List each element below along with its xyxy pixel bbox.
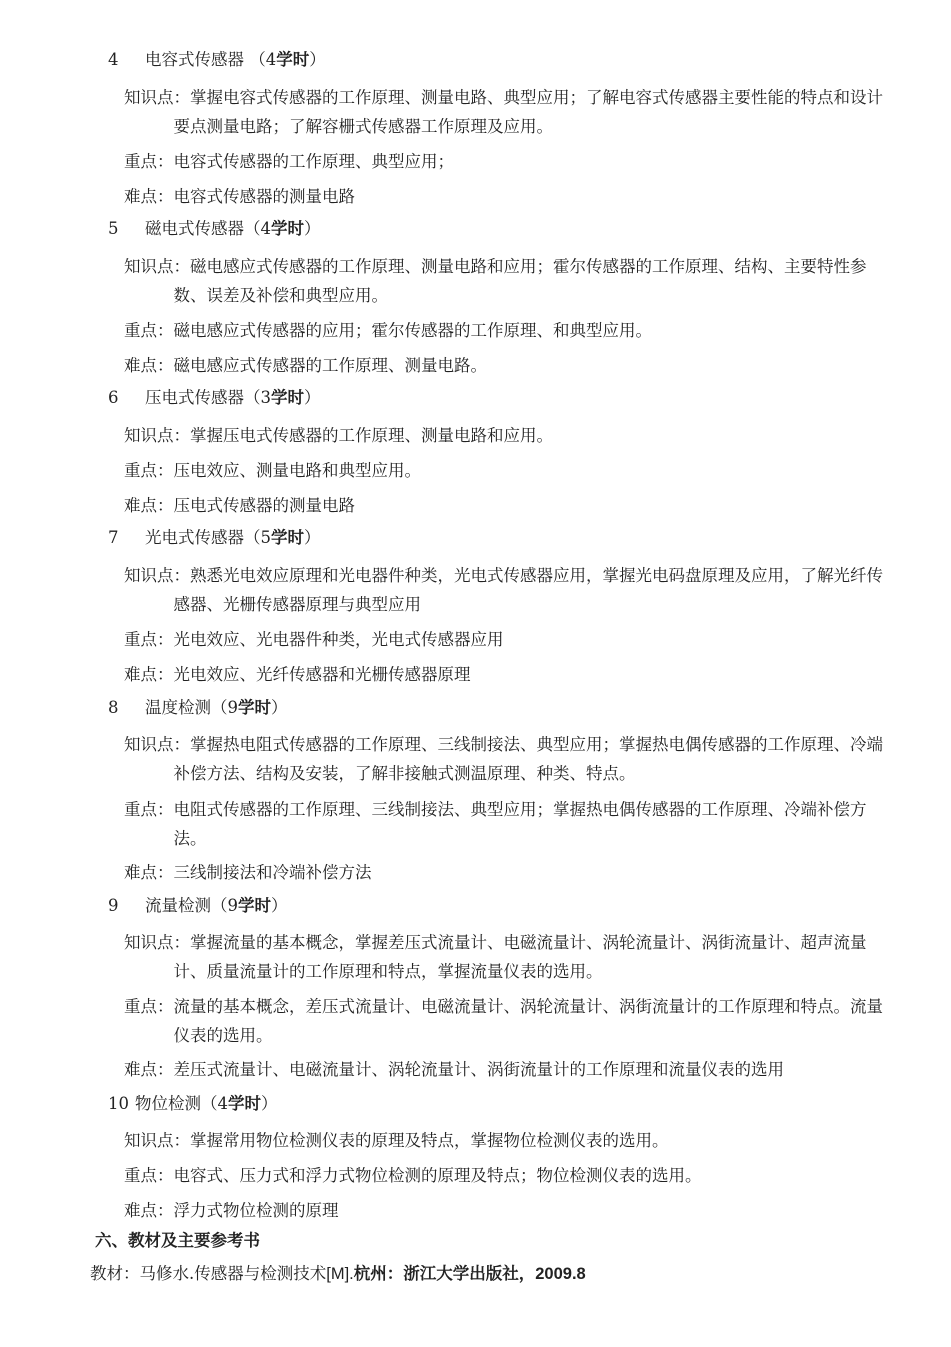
section-6-key: 重点：压电效应、测量电路和典型应用。 (124, 461, 421, 480)
section-7-difficult: 难点：光电效应、光纤传感器和光栅传感器原理 (124, 665, 471, 684)
section-9-difficult: 难点：差压式流量计、电磁流量计、涡轮流量计、涡街流量计的工作原理和流量仪表的选用 (124, 1060, 784, 1079)
section-number: 4 (108, 50, 119, 69)
section-10-difficult: 难点：浮力式物位检测的原理 (124, 1201, 339, 1220)
section-10-key: 重点：电容式、压力式和浮力式物位检测的原理及特点；物位检测仪表的选用。 (124, 1166, 702, 1185)
section-7-key: 重点：光电效应、光电器件种类，光电式传感器应用 (124, 630, 504, 649)
section-4-key: 重点：电容式传感器的工作原理、典型应用； (124, 152, 454, 171)
section-9-title: 9 流量检测（9学时） (108, 896, 288, 915)
section-7-title: 7 光电式传感器（5学时） (108, 528, 321, 547)
section-8-title: 8 温度检测（9学时） (108, 698, 288, 717)
section-8-difficult: 难点：三线制接法和冷端补偿方法 (124, 863, 372, 882)
section-9-key: 重点：流量的基本概念，差压式流量计、电磁流量计、涡轮流量计、涡街流量计的工作原理和特点。流量仪表的选用。 (124, 997, 883, 1045)
section-5-key: 重点：磁电感应式传感器的应用；霍尔传感器的工作原理、和典型应用。 (124, 321, 652, 340)
section-10-title: 10 物位检测（4学时） (108, 1094, 278, 1113)
section-5-knowledge: 知识点：磁电感应式传感器的工作原理、测量电路和应用；霍尔传感器的工作原理、结构、主要特性参数、误差及补偿和典型应用。 (124, 257, 867, 305)
section-9-knowledge: 知识点：掌握流量的基本概念，掌握差压式流量计、电磁流量计、涡轮流量计、涡街流量计、超声流量计、质量流量计的工作原理和特点，掌握流量仪表的选用。 (124, 933, 867, 981)
section-hours: 4 (265, 50, 277, 69)
textbook-reference: 教材：马修水.传感器与检测技术[M].杭州：浙江大学出版社，2009.8 (90, 1264, 586, 1283)
heading-textbooks: 六、教材及主要参考书 (95, 1232, 260, 1250)
section-6-difficult: 难点：压电式传感器的测量电路 (124, 496, 355, 515)
section-4-difficult: 难点：电容式传感器的测量电路 (124, 187, 355, 206)
section-4-title: 4 电容式传感器 （4学时） (108, 50, 326, 69)
section-6-title: 6 压电式传感器（3学时） (108, 388, 321, 407)
section-5-difficult: 难点：磁电感应式传感器的工作原理、测量电路。 (124, 356, 487, 375)
section-8-key: 重点：电阻式传感器的工作原理、三线制接法、典型应用；掌握热电偶传感器的工作原理、冷端补偿方法。 (124, 800, 867, 848)
section-10-knowledge: 知识点：掌握常用物位检测仪表的原理及特点，掌握物位检测仪表的选用。 (124, 1131, 669, 1150)
section-4-knowledge: 知识点：掌握电容式传感器的工作原理、测量电路、典型应用；了解电容式传感器主要性能的特点和设计要点测量电路；了解容栅式传感器工作原理及应用。 (124, 88, 883, 136)
section-7-knowledge: 知识点：熟悉光电效应原理和光电器件种类，光电式传感器应用，掌握光电码盘原理及应用，了解光纤传感器、光栅传感器原理与典型应用 (124, 566, 883, 614)
section-name: 电容式传感器 （ (145, 50, 266, 69)
hours-unit: 学时 (276, 51, 310, 69)
section-5-title: 5 磁电式传感器（4学时） (108, 219, 321, 238)
section-6-knowledge: 知识点：掌握压电式传感器的工作原理、测量电路和应用。 (124, 426, 553, 445)
section-8-knowledge: 知识点：掌握热电阻式传感器的工作原理、三线制接法、典型应用；掌握热电偶传感器的工作原理、冷端补偿方法、结构及安装，了解非接触式测温原理、种类、特点。 (124, 735, 883, 783)
